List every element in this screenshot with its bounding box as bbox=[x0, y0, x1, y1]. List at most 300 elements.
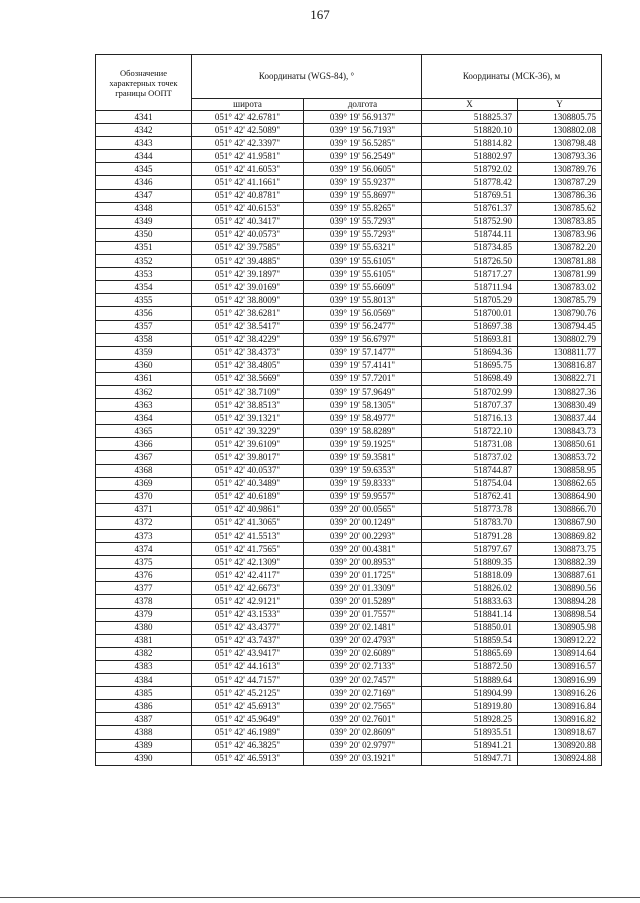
latitude-cell: 051° 42' 39.1321" bbox=[192, 412, 304, 425]
y-coordinate-cell: 1308793.36 bbox=[518, 150, 602, 163]
longitude-cell: 039° 20' 00.2293" bbox=[304, 530, 422, 543]
latitude-cell: 051° 42' 38.5669" bbox=[192, 372, 304, 385]
longitude-cell: 039° 19' 55.7293" bbox=[304, 215, 422, 228]
x-coordinate-cell: 518889.64 bbox=[422, 674, 518, 687]
longitude-cell: 039° 19' 57.9649" bbox=[304, 385, 422, 398]
latitude-cell: 051° 42' 46.1989" bbox=[192, 726, 304, 739]
x-coordinate-cell: 518865.69 bbox=[422, 647, 518, 660]
y-coordinate-cell: 1308862.65 bbox=[518, 477, 602, 490]
longitude-cell: 039° 20' 00.0565" bbox=[304, 503, 422, 516]
table-row bbox=[96, 320, 602, 333]
latitude-cell: 051° 42' 38.8513" bbox=[192, 399, 304, 412]
longitude-cell: 039° 19' 56.2549" bbox=[304, 150, 422, 163]
point-id-cell: 4360 bbox=[96, 359, 192, 372]
longitude-cell: 039° 20' 02.8609" bbox=[304, 726, 422, 739]
point-id-cell: 4342 bbox=[96, 124, 192, 137]
table-row bbox=[96, 124, 602, 137]
latitude-cell: 051° 42' 42.9121" bbox=[192, 595, 304, 608]
point-id-cell: 4388 bbox=[96, 726, 192, 739]
x-coordinate-cell: 518818.09 bbox=[422, 569, 518, 582]
table-row bbox=[96, 163, 602, 176]
longitude-cell: 039° 19' 56.7193" bbox=[304, 124, 422, 137]
x-coordinate-cell: 518783.70 bbox=[422, 516, 518, 529]
coordinates-table bbox=[95, 54, 602, 766]
y-coordinate-cell: 1308905.98 bbox=[518, 621, 602, 634]
table-row bbox=[96, 228, 602, 241]
latitude-cell: 051° 42' 41.7565" bbox=[192, 543, 304, 556]
y-coordinate-cell: 1308837.44 bbox=[518, 412, 602, 425]
y-coordinate-cell: 1308782.20 bbox=[518, 241, 602, 254]
latitude-cell: 051° 42' 38.5417" bbox=[192, 320, 304, 333]
point-id-cell: 4353 bbox=[96, 268, 192, 281]
y-coordinate-cell: 1308802.08 bbox=[518, 124, 602, 137]
header-point-designation: Обозначение характерных точек границы ООПТ bbox=[96, 55, 192, 111]
longitude-cell: 039° 20' 02.7457" bbox=[304, 674, 422, 687]
point-id-cell: 4347 bbox=[96, 189, 192, 202]
longitude-cell: 039° 19' 55.8265" bbox=[304, 202, 422, 215]
y-coordinate-cell: 1308887.61 bbox=[518, 569, 602, 582]
table-row bbox=[96, 215, 602, 228]
y-coordinate-cell: 1308894.28 bbox=[518, 595, 602, 608]
table-row bbox=[96, 359, 602, 372]
point-id-cell: 4380 bbox=[96, 621, 192, 634]
latitude-cell: 051° 42' 39.0169" bbox=[192, 281, 304, 294]
longitude-cell: 039° 19' 57.7201" bbox=[304, 372, 422, 385]
y-coordinate-cell: 1308822.71 bbox=[518, 372, 602, 385]
point-id-cell: 4358 bbox=[96, 333, 192, 346]
y-coordinate-cell: 1308850.61 bbox=[518, 438, 602, 451]
y-coordinate-cell: 1308912.22 bbox=[518, 634, 602, 647]
latitude-cell: 051° 42' 38.6281" bbox=[192, 307, 304, 320]
table-row bbox=[96, 569, 602, 582]
longitude-cell: 039° 20' 01.3309" bbox=[304, 582, 422, 595]
longitude-cell: 039° 20' 01.1725" bbox=[304, 569, 422, 582]
table-row bbox=[96, 608, 602, 621]
table-row bbox=[96, 372, 602, 385]
latitude-cell: 051° 42' 38.4229" bbox=[192, 333, 304, 346]
y-coordinate-cell: 1308869.82 bbox=[518, 530, 602, 543]
latitude-cell: 051° 42' 43.4377" bbox=[192, 621, 304, 634]
x-coordinate-cell: 518872.50 bbox=[422, 660, 518, 673]
longitude-cell: 039° 19' 59.3581" bbox=[304, 451, 422, 464]
point-id-cell: 4371 bbox=[96, 503, 192, 516]
table-row bbox=[96, 490, 602, 503]
longitude-cell: 039° 19' 59.9557" bbox=[304, 490, 422, 503]
point-id-cell: 4390 bbox=[96, 752, 192, 765]
table-row bbox=[96, 752, 602, 765]
y-coordinate-cell: 1308916.84 bbox=[518, 700, 602, 713]
latitude-cell: 051° 42' 46.3825" bbox=[192, 739, 304, 752]
point-id-cell: 4378 bbox=[96, 595, 192, 608]
x-coordinate-cell: 518734.85 bbox=[422, 241, 518, 254]
x-coordinate-cell: 518947.71 bbox=[422, 752, 518, 765]
longitude-cell: 039° 20' 02.7601" bbox=[304, 713, 422, 726]
longitude-cell: 039° 19' 56.5285" bbox=[304, 137, 422, 150]
x-coordinate-cell: 518797.67 bbox=[422, 543, 518, 556]
latitude-cell: 051° 42' 45.2125" bbox=[192, 687, 304, 700]
y-coordinate-cell: 1308920.88 bbox=[518, 739, 602, 752]
point-id-cell: 4368 bbox=[96, 464, 192, 477]
latitude-cell: 051° 42' 39.1897" bbox=[192, 268, 304, 281]
x-coordinate-cell: 518769.51 bbox=[422, 189, 518, 202]
latitude-cell: 051° 42' 40.6153" bbox=[192, 202, 304, 215]
table-row bbox=[96, 137, 602, 150]
table-row bbox=[96, 674, 602, 687]
longitude-cell: 039° 20' 02.1481" bbox=[304, 621, 422, 634]
point-id-cell: 4384 bbox=[96, 674, 192, 687]
y-coordinate-cell: 1308858.95 bbox=[518, 464, 602, 477]
longitude-cell: 039° 19' 57.1477" bbox=[304, 346, 422, 359]
header-msk36: Координаты (МСК-36), м bbox=[422, 55, 602, 99]
point-id-cell: 4382 bbox=[96, 647, 192, 660]
latitude-cell: 051° 42' 41.9581" bbox=[192, 150, 304, 163]
y-coordinate-cell: 1308785.62 bbox=[518, 202, 602, 215]
y-coordinate-cell: 1308781.88 bbox=[518, 255, 602, 268]
x-coordinate-cell: 518722.10 bbox=[422, 425, 518, 438]
y-coordinate-cell: 1308790.76 bbox=[518, 307, 602, 320]
x-coordinate-cell: 518859.54 bbox=[422, 634, 518, 647]
x-coordinate-cell: 518731.08 bbox=[422, 438, 518, 451]
table-row bbox=[96, 621, 602, 634]
longitude-cell: 039° 19' 56.0605" bbox=[304, 163, 422, 176]
latitude-cell: 051° 42' 40.0537" bbox=[192, 464, 304, 477]
table-row bbox=[96, 412, 602, 425]
point-id-cell: 4377 bbox=[96, 582, 192, 595]
table-row bbox=[96, 268, 602, 281]
table-row bbox=[96, 713, 602, 726]
y-coordinate-cell: 1308798.48 bbox=[518, 137, 602, 150]
y-coordinate-cell: 1308916.57 bbox=[518, 660, 602, 673]
point-id-cell: 4381 bbox=[96, 634, 192, 647]
latitude-cell: 051° 42' 40.0573" bbox=[192, 228, 304, 241]
latitude-cell: 051° 42' 40.6189" bbox=[192, 490, 304, 503]
latitude-cell: 051° 42' 38.4805" bbox=[192, 359, 304, 372]
table-row bbox=[96, 516, 602, 529]
header-y: Y bbox=[518, 99, 602, 111]
table-row bbox=[96, 595, 602, 608]
y-coordinate-cell: 1308785.79 bbox=[518, 294, 602, 307]
y-coordinate-cell: 1308783.85 bbox=[518, 215, 602, 228]
longitude-cell: 039° 20' 02.9797" bbox=[304, 739, 422, 752]
header-longitude: долгота bbox=[304, 99, 422, 111]
x-coordinate-cell: 518698.49 bbox=[422, 372, 518, 385]
point-id-cell: 4374 bbox=[96, 543, 192, 556]
point-id-cell: 4344 bbox=[96, 150, 192, 163]
x-coordinate-cell: 518841.14 bbox=[422, 608, 518, 621]
table-row bbox=[96, 530, 602, 543]
latitude-cell: 051° 42' 39.8017" bbox=[192, 451, 304, 464]
longitude-cell: 039° 19' 55.7293" bbox=[304, 228, 422, 241]
x-coordinate-cell: 518826.02 bbox=[422, 582, 518, 595]
x-coordinate-cell: 518814.82 bbox=[422, 137, 518, 150]
table-row bbox=[96, 399, 602, 412]
x-coordinate-cell: 518762.41 bbox=[422, 490, 518, 503]
longitude-cell: 039° 19' 56.2477" bbox=[304, 320, 422, 333]
longitude-cell: 039° 19' 56.0569" bbox=[304, 307, 422, 320]
y-coordinate-cell: 1308866.70 bbox=[518, 503, 602, 516]
longitude-cell: 039° 20' 02.7133" bbox=[304, 660, 422, 673]
latitude-cell: 051° 42' 43.1533" bbox=[192, 608, 304, 621]
x-coordinate-cell: 518695.75 bbox=[422, 359, 518, 372]
table-row bbox=[96, 634, 602, 647]
y-coordinate-cell: 1308916.26 bbox=[518, 687, 602, 700]
table-row bbox=[96, 307, 602, 320]
point-id-cell: 4359 bbox=[96, 346, 192, 359]
table-body bbox=[96, 111, 602, 766]
y-coordinate-cell: 1308898.54 bbox=[518, 608, 602, 621]
point-id-cell: 4383 bbox=[96, 660, 192, 673]
longitude-cell: 039° 19' 58.1305" bbox=[304, 399, 422, 412]
table-row bbox=[96, 687, 602, 700]
y-coordinate-cell: 1308805.75 bbox=[518, 111, 602, 124]
x-coordinate-cell: 518737.02 bbox=[422, 451, 518, 464]
latitude-cell: 051° 42' 39.3229" bbox=[192, 425, 304, 438]
table-row bbox=[96, 726, 602, 739]
x-coordinate-cell: 518792.02 bbox=[422, 163, 518, 176]
x-coordinate-cell: 518744.11 bbox=[422, 228, 518, 241]
x-coordinate-cell: 518754.04 bbox=[422, 477, 518, 490]
table-row bbox=[96, 477, 602, 490]
latitude-cell: 051° 42' 43.7437" bbox=[192, 634, 304, 647]
point-id-cell: 4350 bbox=[96, 228, 192, 241]
table-row bbox=[96, 255, 602, 268]
point-id-cell: 4375 bbox=[96, 556, 192, 569]
latitude-cell: 051° 42' 38.4373" bbox=[192, 346, 304, 359]
longitude-cell: 039° 19' 58.8289" bbox=[304, 425, 422, 438]
table-row bbox=[96, 241, 602, 254]
x-coordinate-cell: 518904.99 bbox=[422, 687, 518, 700]
y-coordinate-cell: 1308890.56 bbox=[518, 582, 602, 595]
x-coordinate-cell: 518707.37 bbox=[422, 399, 518, 412]
y-coordinate-cell: 1308786.36 bbox=[518, 189, 602, 202]
y-coordinate-cell: 1308853.72 bbox=[518, 451, 602, 464]
y-coordinate-cell: 1308916.99 bbox=[518, 674, 602, 687]
y-coordinate-cell: 1308830.49 bbox=[518, 399, 602, 412]
latitude-cell: 051° 42' 43.9417" bbox=[192, 647, 304, 660]
y-coordinate-cell: 1308783.96 bbox=[518, 228, 602, 241]
x-coordinate-cell: 518791.28 bbox=[422, 530, 518, 543]
table-row bbox=[96, 189, 602, 202]
longitude-cell: 039° 19' 55.9237" bbox=[304, 176, 422, 189]
table-header-row bbox=[96, 55, 602, 99]
x-coordinate-cell: 518726.50 bbox=[422, 255, 518, 268]
longitude-cell: 039° 20' 02.4793" bbox=[304, 634, 422, 647]
point-id-cell: 4385 bbox=[96, 687, 192, 700]
point-id-cell: 4389 bbox=[96, 739, 192, 752]
latitude-cell: 051° 42' 41.1661" bbox=[192, 176, 304, 189]
latitude-cell: 051° 42' 42.5089" bbox=[192, 124, 304, 137]
latitude-cell: 051° 42' 46.5913" bbox=[192, 752, 304, 765]
longitude-cell: 039° 19' 55.6105" bbox=[304, 255, 422, 268]
longitude-cell: 039° 19' 56.9137" bbox=[304, 111, 422, 124]
y-coordinate-cell: 1308783.02 bbox=[518, 281, 602, 294]
page-number: 167 bbox=[310, 7, 330, 22]
longitude-cell: 039° 20' 03.1921" bbox=[304, 752, 422, 765]
y-coordinate-cell: 1308794.45 bbox=[518, 320, 602, 333]
table-row bbox=[96, 111, 602, 124]
x-coordinate-cell: 518693.81 bbox=[422, 333, 518, 346]
table-row bbox=[96, 451, 602, 464]
point-id-cell: 4349 bbox=[96, 215, 192, 228]
y-coordinate-cell: 1308914.64 bbox=[518, 647, 602, 660]
point-id-cell: 4357 bbox=[96, 320, 192, 333]
x-coordinate-cell: 518809.35 bbox=[422, 556, 518, 569]
point-id-cell: 4386 bbox=[96, 700, 192, 713]
footer-rule bbox=[0, 897, 640, 898]
y-coordinate-cell: 1308924.88 bbox=[518, 752, 602, 765]
latitude-cell: 051° 42' 42.6673" bbox=[192, 582, 304, 595]
table-row bbox=[96, 150, 602, 163]
latitude-cell: 051° 42' 42.6781" bbox=[192, 111, 304, 124]
point-id-cell: 4348 bbox=[96, 202, 192, 215]
header-wgs84: Координаты (WGS-84), ° bbox=[192, 55, 422, 99]
latitude-cell: 051° 42' 42.3397" bbox=[192, 137, 304, 150]
x-coordinate-cell: 518705.29 bbox=[422, 294, 518, 307]
point-id-cell: 4345 bbox=[96, 163, 192, 176]
y-coordinate-cell: 1308843.73 bbox=[518, 425, 602, 438]
header-x: X bbox=[422, 99, 518, 111]
x-coordinate-cell: 518928.25 bbox=[422, 713, 518, 726]
longitude-cell: 039° 19' 55.8013" bbox=[304, 294, 422, 307]
x-coordinate-cell: 518941.21 bbox=[422, 739, 518, 752]
longitude-cell: 039° 19' 57.4141" bbox=[304, 359, 422, 372]
latitude-cell: 051° 42' 38.8009" bbox=[192, 294, 304, 307]
y-coordinate-cell: 1308811.77 bbox=[518, 346, 602, 359]
x-coordinate-cell: 518700.01 bbox=[422, 307, 518, 320]
y-coordinate-cell: 1308781.99 bbox=[518, 268, 602, 281]
table-row bbox=[96, 176, 602, 189]
table-row bbox=[96, 333, 602, 346]
point-id-cell: 4343 bbox=[96, 137, 192, 150]
x-coordinate-cell: 518711.94 bbox=[422, 281, 518, 294]
longitude-cell: 039° 19' 55.8697" bbox=[304, 189, 422, 202]
x-coordinate-cell: 518717.27 bbox=[422, 268, 518, 281]
point-id-cell: 4361 bbox=[96, 372, 192, 385]
table-row bbox=[96, 503, 602, 516]
y-coordinate-cell: 1308827.36 bbox=[518, 385, 602, 398]
point-id-cell: 4362 bbox=[96, 385, 192, 398]
table-row bbox=[96, 660, 602, 673]
point-id-cell: 4341 bbox=[96, 111, 192, 124]
point-id-cell: 4364 bbox=[96, 412, 192, 425]
y-coordinate-cell: 1308882.39 bbox=[518, 556, 602, 569]
y-coordinate-cell: 1308789.76 bbox=[518, 163, 602, 176]
point-id-cell: 4373 bbox=[96, 530, 192, 543]
latitude-cell: 051° 42' 40.8781" bbox=[192, 189, 304, 202]
y-coordinate-cell: 1308918.67 bbox=[518, 726, 602, 739]
x-coordinate-cell: 518833.63 bbox=[422, 595, 518, 608]
header-latitude: широта bbox=[192, 99, 304, 111]
point-id-cell: 4363 bbox=[96, 399, 192, 412]
latitude-cell: 051° 42' 42.4117" bbox=[192, 569, 304, 582]
table-row bbox=[96, 556, 602, 569]
x-coordinate-cell: 518752.90 bbox=[422, 215, 518, 228]
point-id-cell: 4376 bbox=[96, 569, 192, 582]
y-coordinate-cell: 1308867.90 bbox=[518, 516, 602, 529]
latitude-cell: 051° 42' 45.9649" bbox=[192, 713, 304, 726]
table-row bbox=[96, 385, 602, 398]
x-coordinate-cell: 518778.42 bbox=[422, 176, 518, 189]
y-coordinate-cell: 1308802.79 bbox=[518, 333, 602, 346]
point-id-cell: 4365 bbox=[96, 425, 192, 438]
longitude-cell: 039° 20' 00.4381" bbox=[304, 543, 422, 556]
latitude-cell: 051° 42' 38.7109" bbox=[192, 385, 304, 398]
latitude-cell: 051° 42' 40.9861" bbox=[192, 503, 304, 516]
latitude-cell: 051° 42' 44.7157" bbox=[192, 674, 304, 687]
longitude-cell: 039° 20' 02.7565" bbox=[304, 700, 422, 713]
latitude-cell: 051° 42' 42.1309" bbox=[192, 556, 304, 569]
table-row bbox=[96, 647, 602, 660]
table-row bbox=[96, 739, 602, 752]
x-coordinate-cell: 518761.37 bbox=[422, 202, 518, 215]
latitude-cell: 051° 42' 41.5513" bbox=[192, 530, 304, 543]
point-id-cell: 4346 bbox=[96, 176, 192, 189]
latitude-cell: 051° 42' 39.4885" bbox=[192, 255, 304, 268]
y-coordinate-cell: 1308816.87 bbox=[518, 359, 602, 372]
latitude-cell: 051° 42' 45.6913" bbox=[192, 700, 304, 713]
point-id-cell: 4352 bbox=[96, 255, 192, 268]
point-id-cell: 4354 bbox=[96, 281, 192, 294]
point-id-cell: 4356 bbox=[96, 307, 192, 320]
x-coordinate-cell: 518825.37 bbox=[422, 111, 518, 124]
point-id-cell: 4351 bbox=[96, 241, 192, 254]
latitude-cell: 051° 42' 41.3065" bbox=[192, 516, 304, 529]
table-row bbox=[96, 543, 602, 556]
y-coordinate-cell: 1308873.75 bbox=[518, 543, 602, 556]
latitude-cell: 051° 42' 41.6053" bbox=[192, 163, 304, 176]
point-id-cell: 4366 bbox=[96, 438, 192, 451]
x-coordinate-cell: 518702.99 bbox=[422, 385, 518, 398]
y-coordinate-cell: 1308787.29 bbox=[518, 176, 602, 189]
longitude-cell: 039° 19' 59.1925" bbox=[304, 438, 422, 451]
point-id-cell: 4355 bbox=[96, 294, 192, 307]
x-coordinate-cell: 518744.87 bbox=[422, 464, 518, 477]
longitude-cell: 039° 19' 58.4977" bbox=[304, 412, 422, 425]
x-coordinate-cell: 518935.51 bbox=[422, 726, 518, 739]
point-id-cell: 4379 bbox=[96, 608, 192, 621]
longitude-cell: 039° 20' 02.6089" bbox=[304, 647, 422, 660]
table-row bbox=[96, 281, 602, 294]
latitude-cell: 051° 42' 40.3417" bbox=[192, 215, 304, 228]
table-row bbox=[96, 425, 602, 438]
longitude-cell: 039° 20' 00.8953" bbox=[304, 556, 422, 569]
longitude-cell: 039° 19' 59.8333" bbox=[304, 477, 422, 490]
table-row bbox=[96, 346, 602, 359]
table-row bbox=[96, 294, 602, 307]
x-coordinate-cell: 518919.80 bbox=[422, 700, 518, 713]
point-id-cell: 4370 bbox=[96, 490, 192, 503]
longitude-cell: 039° 19' 59.6353" bbox=[304, 464, 422, 477]
longitude-cell: 039° 20' 01.7557" bbox=[304, 608, 422, 621]
table-row bbox=[96, 700, 602, 713]
longitude-cell: 039° 19' 55.6609" bbox=[304, 281, 422, 294]
table-row bbox=[96, 438, 602, 451]
x-coordinate-cell: 518820.10 bbox=[422, 124, 518, 137]
latitude-cell: 051° 42' 40.3489" bbox=[192, 477, 304, 490]
x-coordinate-cell: 518716.13 bbox=[422, 412, 518, 425]
point-id-cell: 4387 bbox=[96, 713, 192, 726]
longitude-cell: 039° 20' 00.1249" bbox=[304, 516, 422, 529]
latitude-cell: 051° 42' 39.7585" bbox=[192, 241, 304, 254]
point-id-cell: 4369 bbox=[96, 477, 192, 490]
longitude-cell: 039° 20' 02.7169" bbox=[304, 687, 422, 700]
x-coordinate-cell: 518802.97 bbox=[422, 150, 518, 163]
x-coordinate-cell: 518773.78 bbox=[422, 503, 518, 516]
point-id-cell: 4367 bbox=[96, 451, 192, 464]
x-coordinate-cell: 518850.01 bbox=[422, 621, 518, 634]
longitude-cell: 039° 19' 56.6797" bbox=[304, 333, 422, 346]
longitude-cell: 039° 20' 01.5289" bbox=[304, 595, 422, 608]
